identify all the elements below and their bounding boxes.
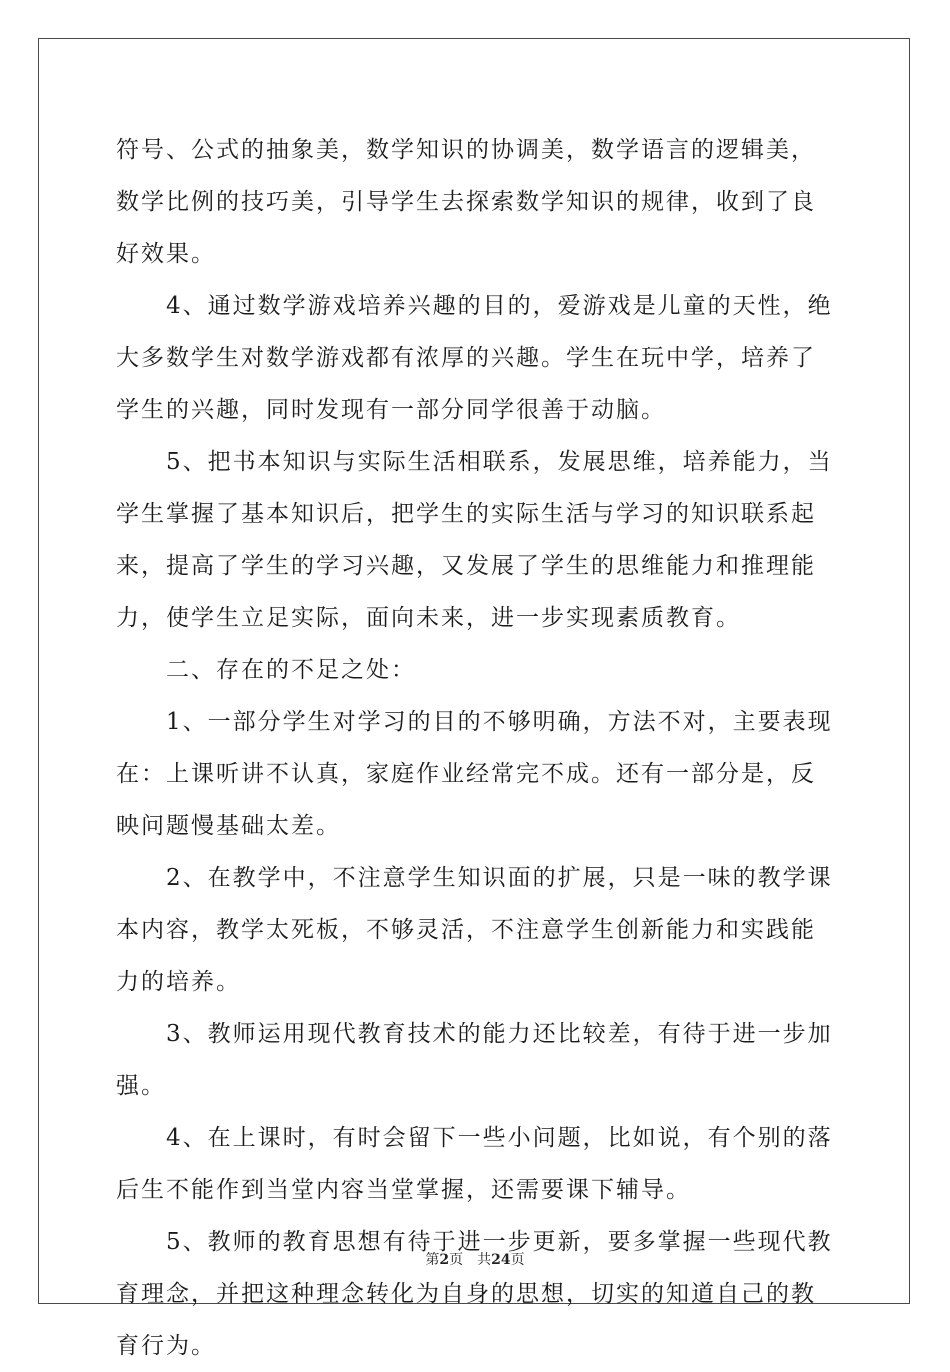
paragraph-8: 4、在上课时，有时会留下一些小问题，比如说，有个别的落后生不能作到当堂内容当堂掌握，还需要课下辅导。 <box>116 1125 833 1203</box>
page-number: 2 <box>439 1252 450 1268</box>
total-pages: 24 <box>491 1252 511 1268</box>
page-suffix: 页 <box>449 1252 464 1268</box>
paragraph-5: 1、一部分学生对学习的目的不够明确，方法不对，主要表现在：上课听讲不认真，家庭作业经常完不成。还有一部分是，反映问题慢基础太差。 <box>116 709 833 839</box>
paragraph-9: 5、教师的教育思想有待于进一步更新，要多掌握一些现代教育理念，并把这种理念转化为自身的思想，切实的知道自己的教育行为。 <box>116 1229 833 1359</box>
page-footer <box>0 1249 950 1269</box>
page-prefix: 第 <box>425 1252 440 1268</box>
section-heading: 二、存在的不足之处： <box>166 657 416 683</box>
document-body <box>116 124 836 1372</box>
paragraph-3: 5、把书本知识与实际生活相联系，发展思维，培养能力，当学生掌握了基本知识后，把学生的实际生活与学习的知识联系起来，提高了学生的学习兴趣，又发展了学生的思维能力和推理能力，使学生立足实际，面向未来，进一步实现素质教育。 <box>116 449 833 631</box>
paragraph-2: 4、通过数学游戏培养兴趣的目的，爱游戏是儿童的天性，绝大多数学生对数学游戏都有浓厚的兴趣。学生在玩中学，培养了学生的兴趣，同时发现有一部分同学很善于动脑。 <box>116 293 833 423</box>
paragraph-7: 3、教师运用现代教育技术的能力还比较差，有待于进一步加强。 <box>116 1021 833 1099</box>
total-suffix: 页 <box>510 1252 525 1268</box>
paragraph-1: 符号、公式的抽象美，数学知识的协调美，数学语言的逻辑美，数学比例的技巧美，引导学生去探索数学知识的规律，收到了良好效果。 <box>116 137 816 267</box>
paragraph-6: 2、在教学中，不注意学生知识面的扩展，只是一味的教学课本内容，教学太死板，不够灵活，不注意学生创新能力和实践能力的培养。 <box>116 865 833 995</box>
total-prefix: 共 <box>477 1252 492 1268</box>
